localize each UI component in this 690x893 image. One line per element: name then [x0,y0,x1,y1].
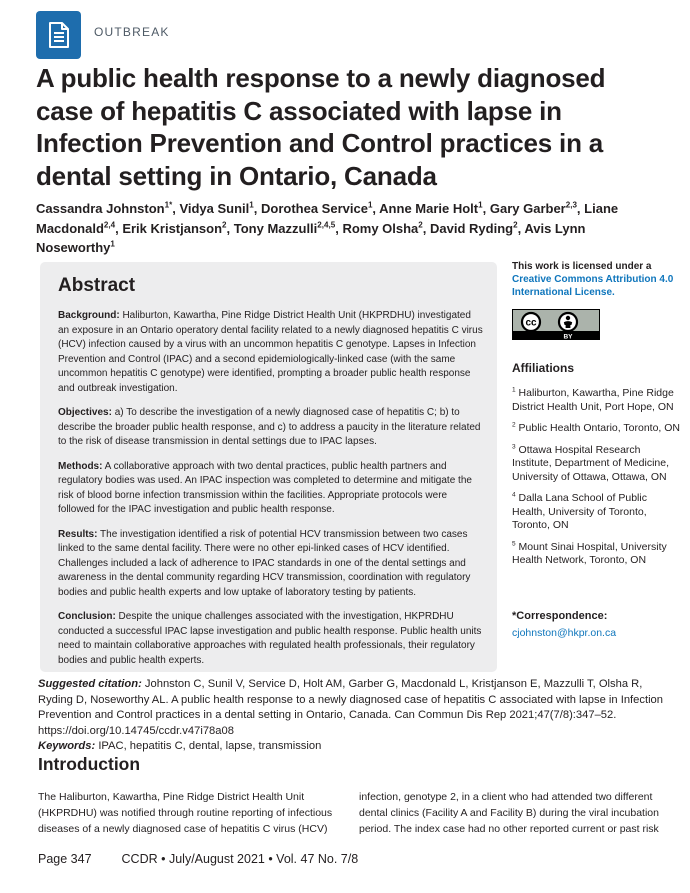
article-header [36,11,170,59]
author-affiliation-sup: 2 [418,220,423,230]
outbreak-document-icon [36,11,81,59]
keywords-label: Keywords: [38,740,96,753]
citation-text: Johnston C, Sunil V, Service D, Holt AM, Garber G, Macdonald L, Kristjanson E, Mazzulli T, Olsha R, Ryding D, Noseworthy AL. A public health response to a newly diagnosed case of hepatitis C associated with lapse in Infection Prevention and Control practices in a dental setting in Ontario, Canada. Can Commun Dis Rep 2021;47(7/8):347–52. https://doi.org/10.14745/ccdr.v47i78a08 [38,678,664,737]
affiliations-heading: Affiliations [512,361,574,375]
affiliation-item: $^4$ Dalla Lana School of Public Health, University of Toronto, Toronto, ON [512,491,647,531]
affiliation-item: $^5$ Mount Sinai Hospital, University Health Network, Toronto, ON [512,540,667,566]
abstract-paragraph: Results: The investigation identified a risk of potential HCV transmission between two cases linked to the same dental facility. There were no other epi-linked cases of HCV identified. Challenges included a lack of adherence to IPAC standards in one of the dental settings and awareness in the dental community regarding HCV transmission, coordination with regulatory bodies and public health experts and low uptake of laboratory testing by patients. [58,528,471,598]
abstract-paragraph: Methods: A collaborative approach with two dental practices, public health partners and regulatory bodies was used. An IPAC inspection was completed to determine and mitigate the risk of blood borne infection transmission within the facilities. Appropriate protocols were followed for the IPAC investigation and public health response. [58,460,472,515]
keywords-line [38,739,666,755]
license-link[interactable]: Creative Commons Attribution 4.0 International License. [512,274,674,298]
correspondence-email[interactable]: cjohnston@hkpr.on.ca [512,626,617,639]
abstract-paragraph: Conclusion: Despite the unique challenges associated with the investigation, HKPRDHU conducted a successful IPAC lapse investigation and public health response. Public health units need to maintain collaborative approaches with regulated health professionals, their regulatory bodies and public health experts. [58,611,482,666]
correspondence-label: *Correspondence: [512,609,608,622]
author-affiliation-sup: 2,3 [565,200,577,210]
author-affiliation-sup: 2 [222,220,227,230]
author-affiliation-sup: 1* [164,200,173,210]
cc-by-label: BY [563,333,573,340]
author-affiliation-sup: 1 [367,200,373,210]
sidebar [512,260,680,641]
author-affiliation-sup: 1 [110,239,115,249]
abstract-paragraph: Background: Haliburton, Kawartha, Pine Ridge District Health Unit (HKPRDHU) investigated an exposure in an Ontario operatory dental facility related to a newly diagnosed hepatitis C virus (HCV) infection caused by a virus with an uncommon hepatitis C genotype. Lapses in Infection Prevention and Control (IPAC) and a second epidemiologically-linked case (with the same uncommon hepatitis C genotype) were identified, prompting a broader public health response and outbreak investigation. [58,310,483,394]
introduction-column-2: infection, genotype 2, in a client who had attended two different dental clinics (Facility A and Facility B) during the viral incubation period. The index case had no other reported current or past risk [359,791,659,835]
article-title: A public health response to a newly diagnosed case of hepatitis C associated with lapse in Infection Prevention and Control practices in a dental setting in Ontario, Canada [36,63,606,191]
introduction-columns [38,789,660,837]
author-affiliation-sup: 2 [513,220,518,230]
abstract-section [40,262,497,672]
suggested-citation [38,677,666,739]
affiliation-item: $^2$ Public Health Ontario, Toronto, ON [512,421,681,434]
citation-block [38,677,666,755]
affiliation-item: $^3$ Ottawa Hospital Research Institute, Department of Medicine, University of Ottawa, Ottawa, ON [512,443,669,483]
author-list: Cassandra Johnston$^{1*}$, Vidya Sunil$^1$, Dorothea Service$^1$, Anne Marie Holt$^1$, Gary Garber$^{2,3}$, Liane Macdonald$^{2,4}$, Erik Kristjanson$^2$, Tony Mazzulli$^{2,4,5}$, Romy Olsha$^2$, David Ryding$^2$, Avis Lynn Noseworthy$^1$ [36,200,619,255]
document-icon [46,20,72,50]
cc-by-badge-image [512,309,600,340]
journal-line: CCDR • July/August 2021 • Vol. 47 No. 7/8 [121,852,359,866]
introduction-heading: Introduction [38,754,141,774]
affiliations-list [512,387,680,568]
author-affiliation-sup: 1 [478,200,483,210]
svg-text:cc: cc [525,317,537,329]
author-affiliation-sup: 2,4 [103,220,116,230]
license-prefix: This work is licensed under a [512,261,652,272]
introduction-column-1: The Haliburton, Kawartha, Pine Ridge District Health Unit (HKPRDHU) was notified through routine reporting of infectious diseases of a newly diagnosed case of hepatitis C virus (HCV) [38,791,333,835]
abstract-body [58,309,483,668]
page-footer [38,852,358,866]
author-affiliation-sup: 1 [249,200,254,210]
citation-label: Suggested citation: [38,678,142,690]
affiliation-item: $^1$ Haliburton, Kawartha, Pine Ridge District Health Unit, Port Hope, ON [512,386,674,413]
author-affiliation-sup: 2,4,5 [317,220,336,230]
abstract-paragraph: Objectives: a) To describe the investigation of a newly diagnosed case of hepatitis C; b) to describe the broader public health response, and c) to address a paucity in the literature related to the risk of disease transmission in dental settings due to IPAC lapses. [58,407,481,447]
license-note [512,260,680,299]
abstract-heading: Abstract [58,275,136,296]
page-number: Page 347 [38,852,92,866]
cc-by-badge[interactable] [512,309,680,345]
keywords-text: IPAC, hepatitis C, dental, lapse, transmission [98,740,322,753]
category-label: OUTBREAK [94,25,170,39]
